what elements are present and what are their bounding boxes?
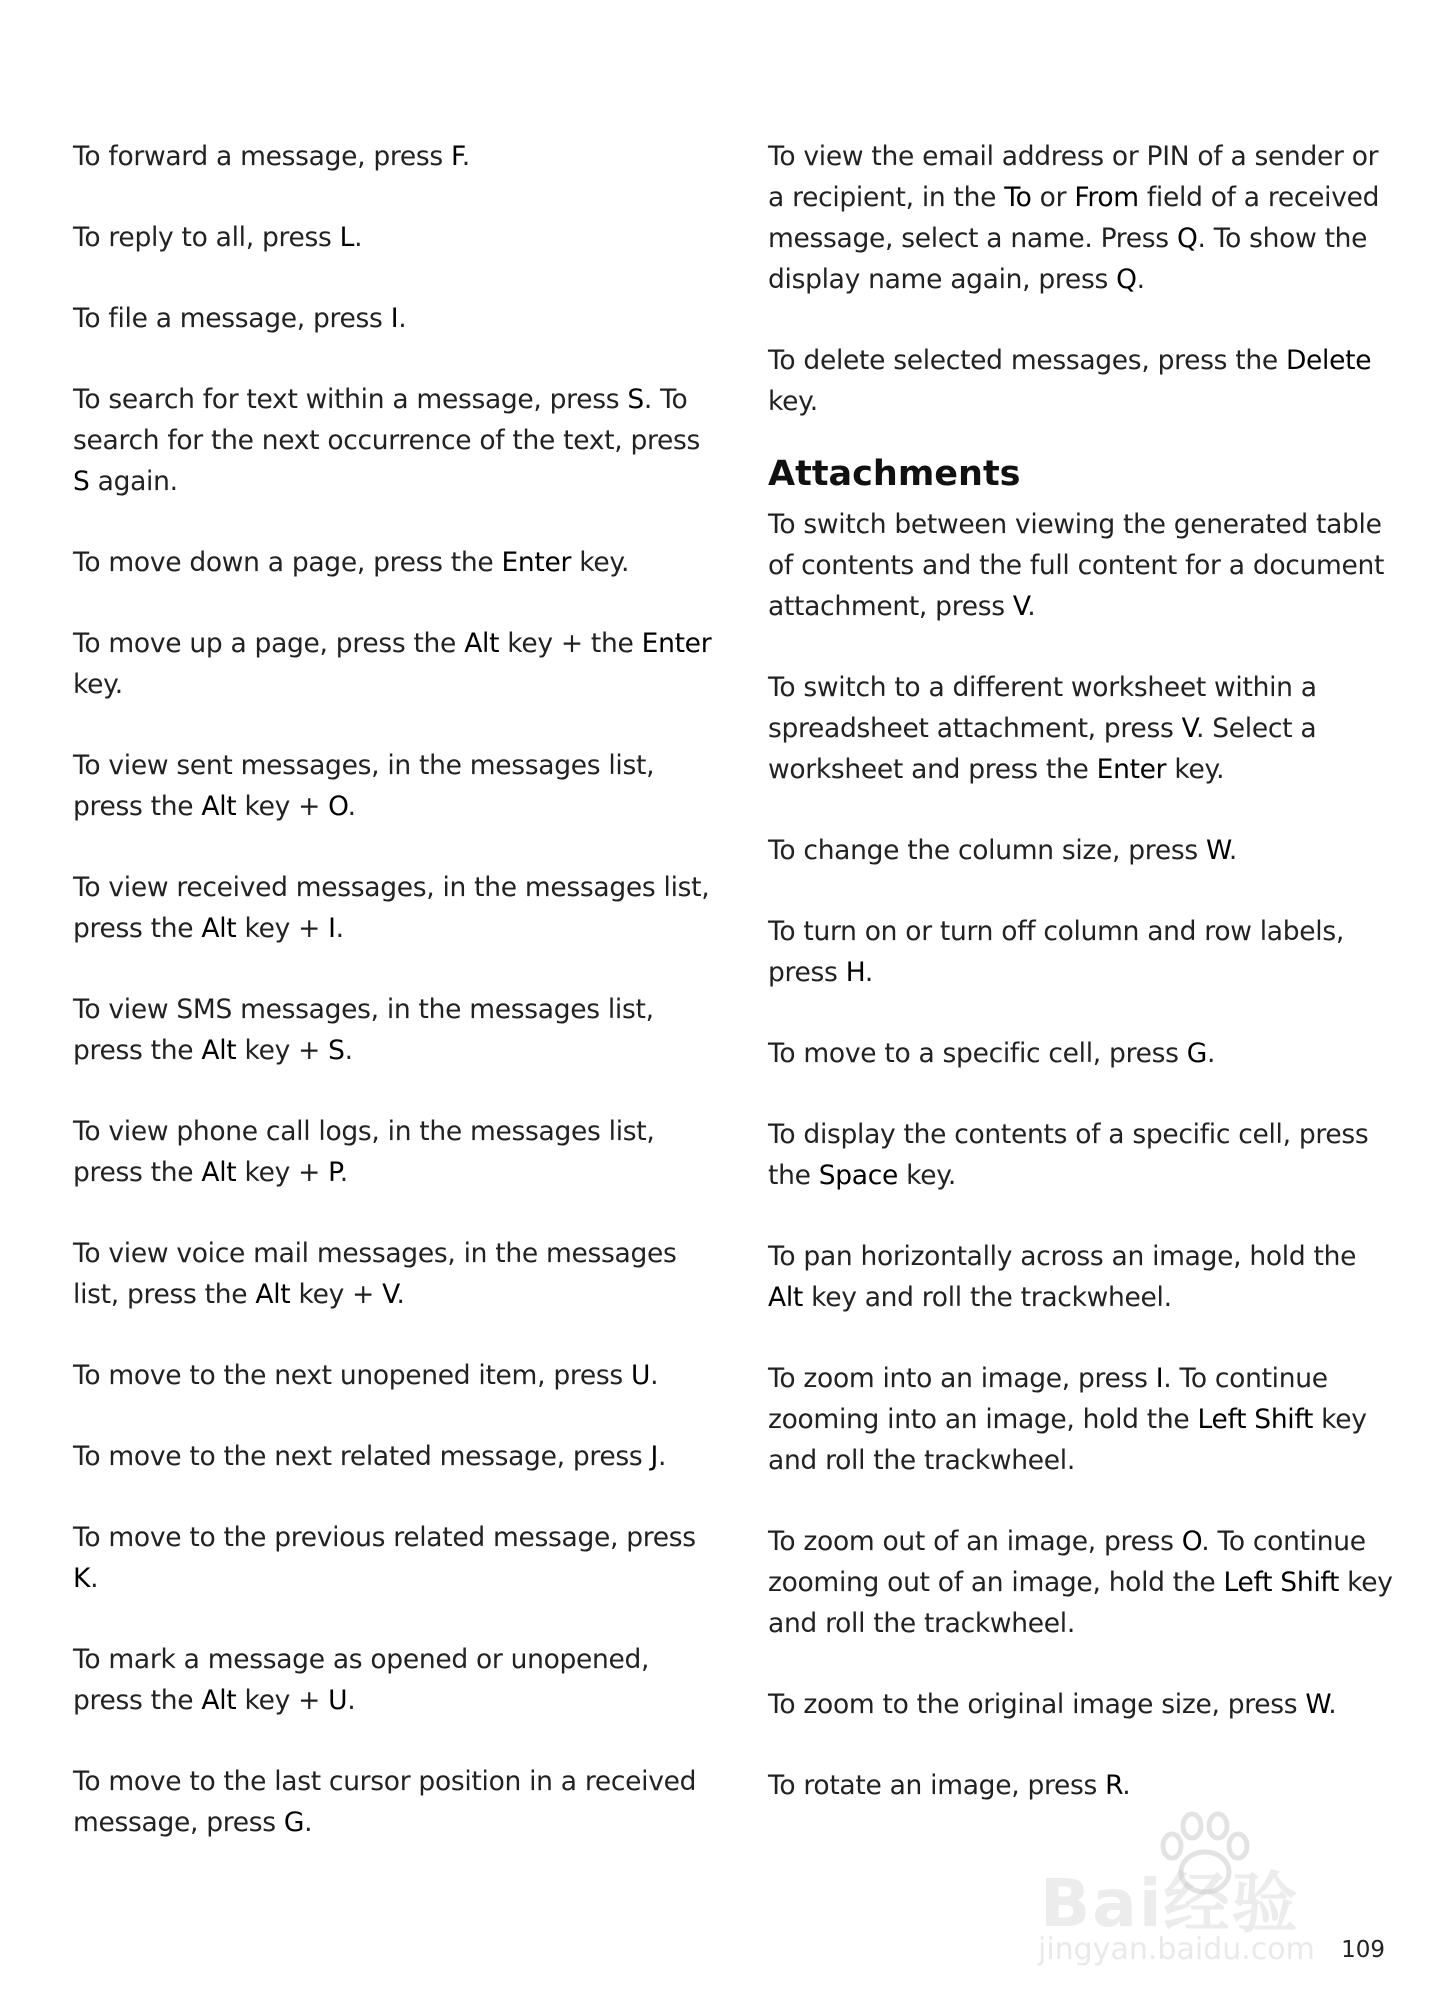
instruction-paragraph: To search for text within a message, press S. To search for the next occurrence of the text, press S again.: [73, 384, 701, 497]
instruction-paragraph: To move to the previous related message, press K.: [73, 1522, 696, 1594]
left-column: [73, 136, 713, 1883]
section-heading-attachments: Attachments: [768, 454, 1021, 494]
instruction-paragraph: To zoom out of an image, press O. To continue zooming out of an image, hold the Left Shift key and roll the trackwheel.: [768, 1526, 1393, 1639]
instruction-paragraph: To rotate an image, press R.: [768, 1770, 1131, 1801]
instruction-paragraph: To view phone call logs, in the messages list, press the Alt key + P.: [73, 1116, 655, 1188]
watermark-url: jingyan.baidu.com: [1038, 1932, 1315, 1967]
instruction-paragraph: To move to the next related message, press J.: [73, 1441, 667, 1472]
instruction-paragraph: To display the contents of a specific cell, press the Space key.: [768, 1119, 1369, 1191]
instruction-paragraph: To zoom to the original image size, press W.: [768, 1689, 1337, 1720]
instruction-paragraph: To view received messages, in the messages list, press the Alt key + I.: [73, 872, 710, 944]
instruction-paragraph: To view the email address or PIN of a sender or a recipient, in the To or From field of a received message, select a name. Press Q. To show the display name again, press Q.: [768, 141, 1380, 295]
instruction-paragraph: To turn on or turn off column and row labels, press H.: [768, 916, 1344, 988]
instruction-paragraph: To mark a message as opened or unopened, press the Alt key + U.: [73, 1644, 650, 1716]
instruction-paragraph: To switch between viewing the generated table of contents and the full content for a document attachment, press V.: [768, 509, 1385, 622]
instruction-paragraph: To move to the next unopened item, press U.: [73, 1360, 659, 1391]
instruction-paragraph: To move down a page, press the Enter key.: [73, 547, 630, 578]
instruction-paragraph: To pan horizontally across an image, hold the Alt key and roll the trackwheel.: [768, 1241, 1357, 1313]
instruction-paragraph: To zoom into an image, press I. To continue zooming into an image, hold the Left Shift key and roll the trackwheel.: [768, 1363, 1367, 1476]
page-number: 109: [1341, 1937, 1385, 1963]
instruction-paragraph: To switch to a different worksheet within a spreadsheet attachment, press V. Select a worksheet and press the Enter key.: [768, 672, 1317, 785]
instruction-paragraph: To forward a message, press F.: [73, 141, 470, 172]
instruction-paragraph: To view voice mail messages, in the messages list, press the Alt key + V.: [73, 1238, 677, 1310]
instruction-paragraph: To delete selected messages, press the Delete key.: [768, 345, 1372, 417]
instruction-paragraph: To view SMS messages, in the messages list, press the Alt key + S.: [73, 994, 654, 1066]
instruction-paragraph: To move to the last cursor position in a received message, press G.: [73, 1766, 697, 1838]
right-column: [768, 136, 1398, 1846]
instruction-paragraph: To reply to all, press L.: [73, 222, 363, 253]
instruction-paragraph: To file a message, press I.: [73, 303, 407, 334]
instruction-paragraph: To move to a specific cell, press G.: [768, 1038, 1216, 1069]
instruction-paragraph: To change the column size, press W.: [768, 835, 1237, 866]
instruction-paragraph: To move up a page, press the Alt key + the Enter key.: [73, 628, 712, 700]
watermark-brand: Bai经验: [1040, 1865, 1300, 1942]
instruction-paragraph: To view sent messages, in the messages list, press the Alt key + O.: [73, 750, 655, 822]
